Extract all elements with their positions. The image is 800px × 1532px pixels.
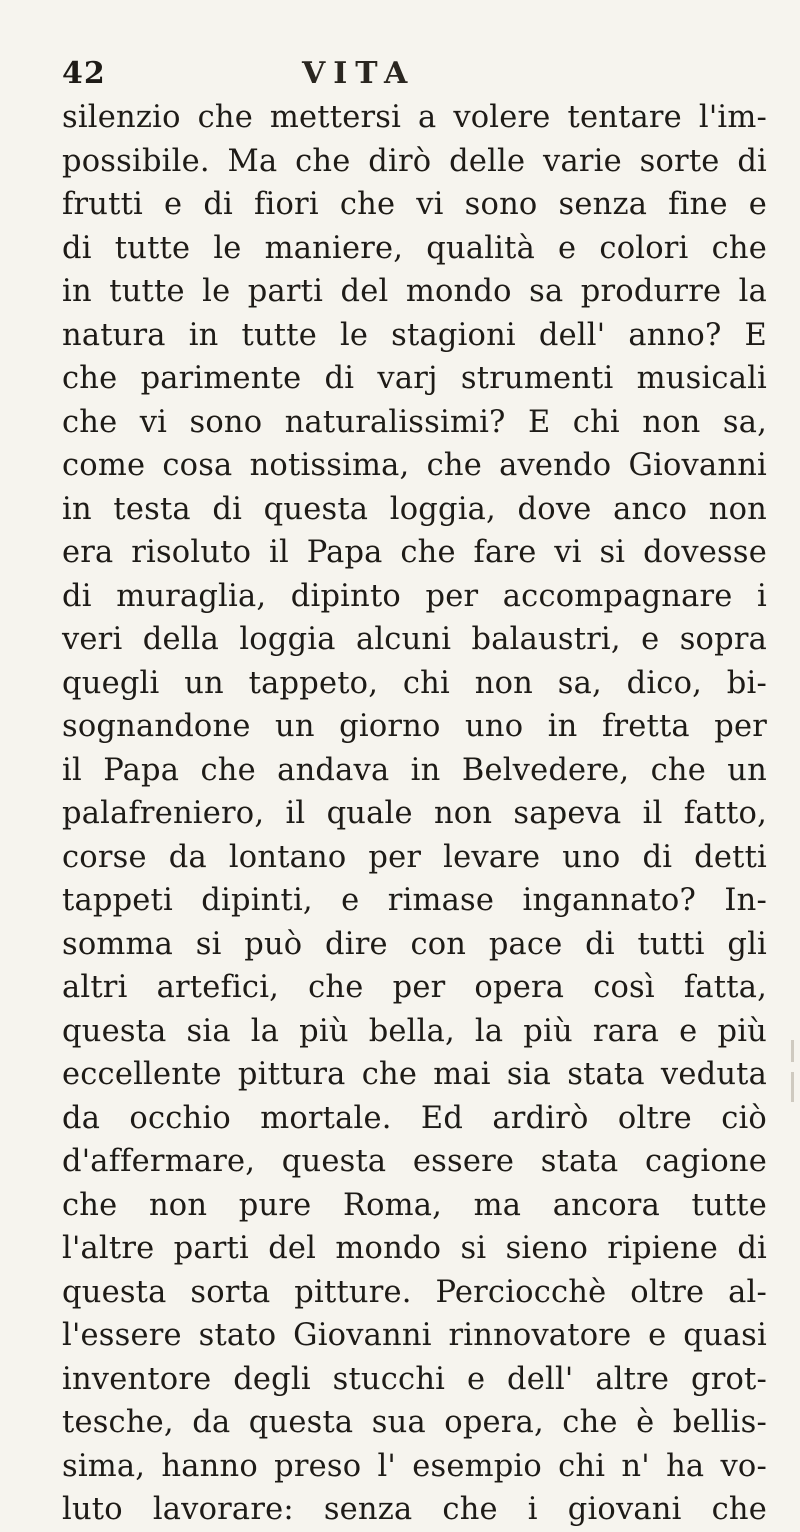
running-head bbox=[62, 56, 702, 94]
body-text bbox=[62, 96, 767, 1532]
text-line: questa sia la più bella, la più rara e più bbox=[62, 1013, 767, 1049]
text-line: palafreniero, il quale non sapeva il fatto, bbox=[62, 796, 767, 831]
text-line: eccellente pittura che mai sia stata veduta bbox=[62, 1057, 767, 1092]
text-line: che parimente di varj strumenti musicali bbox=[62, 361, 767, 396]
text-line: frutti e di fiori che vi sono senza fine e bbox=[62, 187, 767, 222]
page-number: 42 bbox=[62, 56, 106, 91]
text-line: d'affermare, questa essere stata cagione bbox=[62, 1144, 767, 1179]
text-line: somma si può dire con pace di tutti gli bbox=[62, 926, 767, 962]
text-line: in testa di questa loggia, dove anco non bbox=[62, 491, 767, 527]
text-line: l'altre parti del mondo si sieno ripiene di bbox=[62, 1231, 767, 1266]
text-line: possibile. Ma che dirò delle varie sorte di bbox=[62, 143, 767, 179]
text-line: l'essere stato Giovanni rinnovatore e quasi bbox=[62, 1318, 767, 1353]
text-line: corse da lontano per levare uno di detti bbox=[62, 839, 767, 875]
text-line: di muraglia, dipinto per accompagnare i bbox=[62, 578, 767, 614]
text-line: il Papa che andava in Belvedere, che un bbox=[62, 752, 767, 788]
text-line: sima, hanno preso l' esempio chi n' ha vo- bbox=[62, 1448, 767, 1484]
text-line: tappeti dipinti, e rimase ingannato? In- bbox=[62, 883, 767, 918]
text-line: altri artefici, che per opera così fatta, bbox=[62, 970, 767, 1005]
text-line: da occhio mortale. Ed ardirò oltre ciò bbox=[62, 1100, 767, 1136]
page-edge-mark bbox=[791, 1040, 794, 1062]
text-line: luto lavorare: senza che i giovani che bbox=[62, 1492, 767, 1527]
text-line: in tutte le parti del mondo sa produrre la bbox=[62, 274, 767, 309]
text-line: come cosa notissima, che avendo Giovanni bbox=[62, 448, 767, 483]
text-line: inventore degli stucchi e dell' altre grot- bbox=[62, 1361, 767, 1397]
text-line: veri della loggia alcuni balaustri, e sopra bbox=[62, 622, 767, 657]
text-line: tesche, da questa sua opera, che è bellis- bbox=[62, 1405, 767, 1440]
text-line: era risoluto il Papa che fare vi si dovesse bbox=[62, 535, 767, 570]
text-line: che vi sono naturalissimi? E chi non sa, bbox=[62, 404, 767, 440]
text-line: questa sorta pitture. Perciocchè oltre al- bbox=[62, 1274, 767, 1310]
page-edge-mark bbox=[791, 1072, 794, 1102]
text-line: sognandone un giorno uno in fretta per bbox=[62, 709, 767, 744]
text-line: che non pure Roma, ma ancora tutte bbox=[62, 1187, 767, 1223]
text-line: natura in tutte le stagioni dell' anno? E bbox=[62, 317, 767, 353]
text-line: quegli un tappeto, chi non sa, dico, bi- bbox=[62, 665, 767, 701]
text-line: silenzio che mettersi a volere tentare l'im- bbox=[62, 100, 767, 135]
running-title: VITA bbox=[302, 56, 416, 91]
text-line: di tutte le maniere, qualità e colori che bbox=[62, 230, 767, 266]
